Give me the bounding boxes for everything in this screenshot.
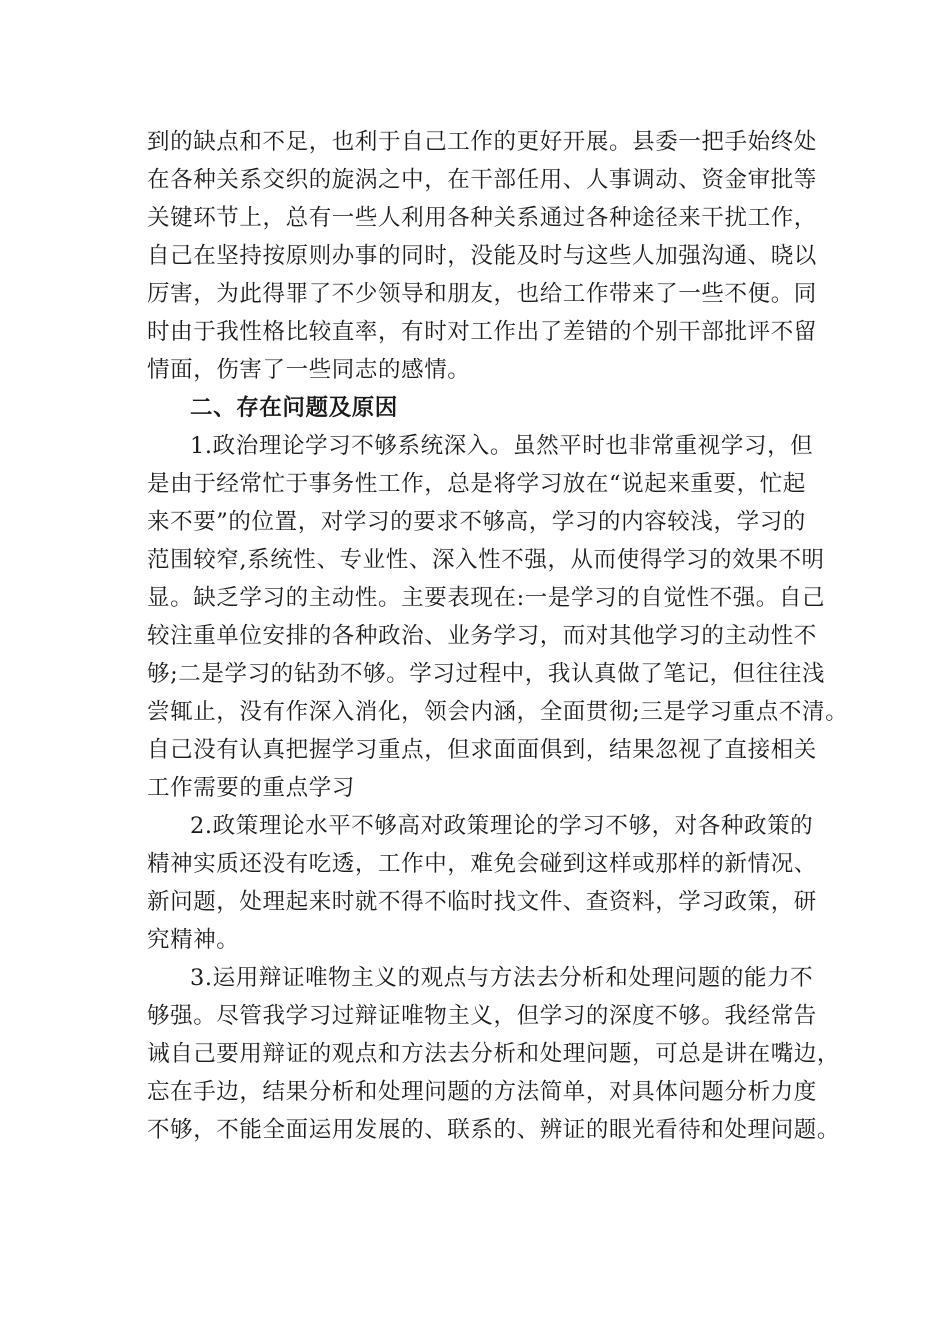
paragraph-line: 厉害，为此得罪了不少领导和朋友，也给工作带来了一些不便。同 xyxy=(147,281,817,307)
section-heading: 二、存在问题及原因 xyxy=(190,395,398,421)
paragraph-line: 忘在手边，结果分析和处理问题的方法简单，对具体问题分析力度 xyxy=(147,1079,817,1105)
paragraph-line: 时由于我性格比较直率，有时对工作出了差错的个别干部批评不留 xyxy=(147,319,817,345)
paragraph-line: 1.政治理论学习不够系统深入。虽然平时也非常重视学习，但 xyxy=(190,433,814,459)
paragraph-line: 自己在坚持按原则办事的同时，没能及时与这些人加强沟通、晓以 xyxy=(147,243,817,269)
paragraph-line: 新问题，处理起来时就不得不临时找文件、查资料，学习政策，研 xyxy=(147,889,817,915)
paragraph-line: 情面，伤害了一些同志的感情。 xyxy=(147,357,471,383)
paragraph-line: 够;二是学习的钻劲不够。学习过程中，我认真做了笔记，但往往浅 xyxy=(147,661,826,687)
paragraph-line: 显。缺乏学习的主动性。主要表现在:一是学习的自觉性不强。自己 xyxy=(147,585,826,611)
paragraph-line: 是由于经常忙于事务性工作，总是将学习放在“说起来重要，忙起 xyxy=(147,471,806,497)
paragraph-line: 诫自己要用辩证的观点和方法去分析和处理问题，可总是讲在嘴边， xyxy=(147,1041,841,1067)
paragraph-line: 关键环节上，总有一些人利用各种关系通过各种途径来干扰工作， xyxy=(147,205,817,231)
paragraph-line: 2.政策理论水平不够高对政策理论的学习不够，对各种政策的 xyxy=(190,813,814,839)
paragraph-line: 较注重单位安排的各种政治、业务学习，而对其他学习的主动性不 xyxy=(147,623,817,649)
paragraph-line: 在各种关系交织的旋涡之中，在干部任用、人事调动、资金审批等 xyxy=(147,167,817,193)
paragraph-line: 精神实质还没有吃透，工作中，难免会碰到这样或那样的新情况、 xyxy=(147,851,817,877)
paragraph-line: 自己没有认真把握学习重点，但求面面俱到，结果忽视了直接相关 xyxy=(147,737,817,763)
paragraph-line: 尝辄止，没有作深入消化，领会内涵，全面贯彻;三是学习重点不清。 xyxy=(147,699,849,725)
paragraph-line: 不够，不能全面运用发展的、联系的、辨证的眼光看待和处理问题。 xyxy=(147,1117,841,1143)
paragraph-line: 工作需要的重点学习 xyxy=(147,775,355,801)
paragraph-line: 范围较窄,系统性、专业性、深入性不强，从而使得学习的效果不明 xyxy=(147,547,825,573)
paragraph-line: 究精神。 xyxy=(147,927,240,953)
paragraph-line: 到的缺点和不足，也利于自己工作的更好开展。县委一把手始终处 xyxy=(147,129,817,155)
paragraph-line: 来不要”的位置，对学习的要求不够高，学习的内容较浅，学习的 xyxy=(147,509,806,535)
paragraph-line: 3.运用辩证唯物主义的观点与方法去分析和处理问题的能力不 xyxy=(190,965,814,991)
paragraph-line: 够强。尽管我学习过辩证唯物主义，但学习的深度不够。我经常告 xyxy=(147,1003,817,1029)
